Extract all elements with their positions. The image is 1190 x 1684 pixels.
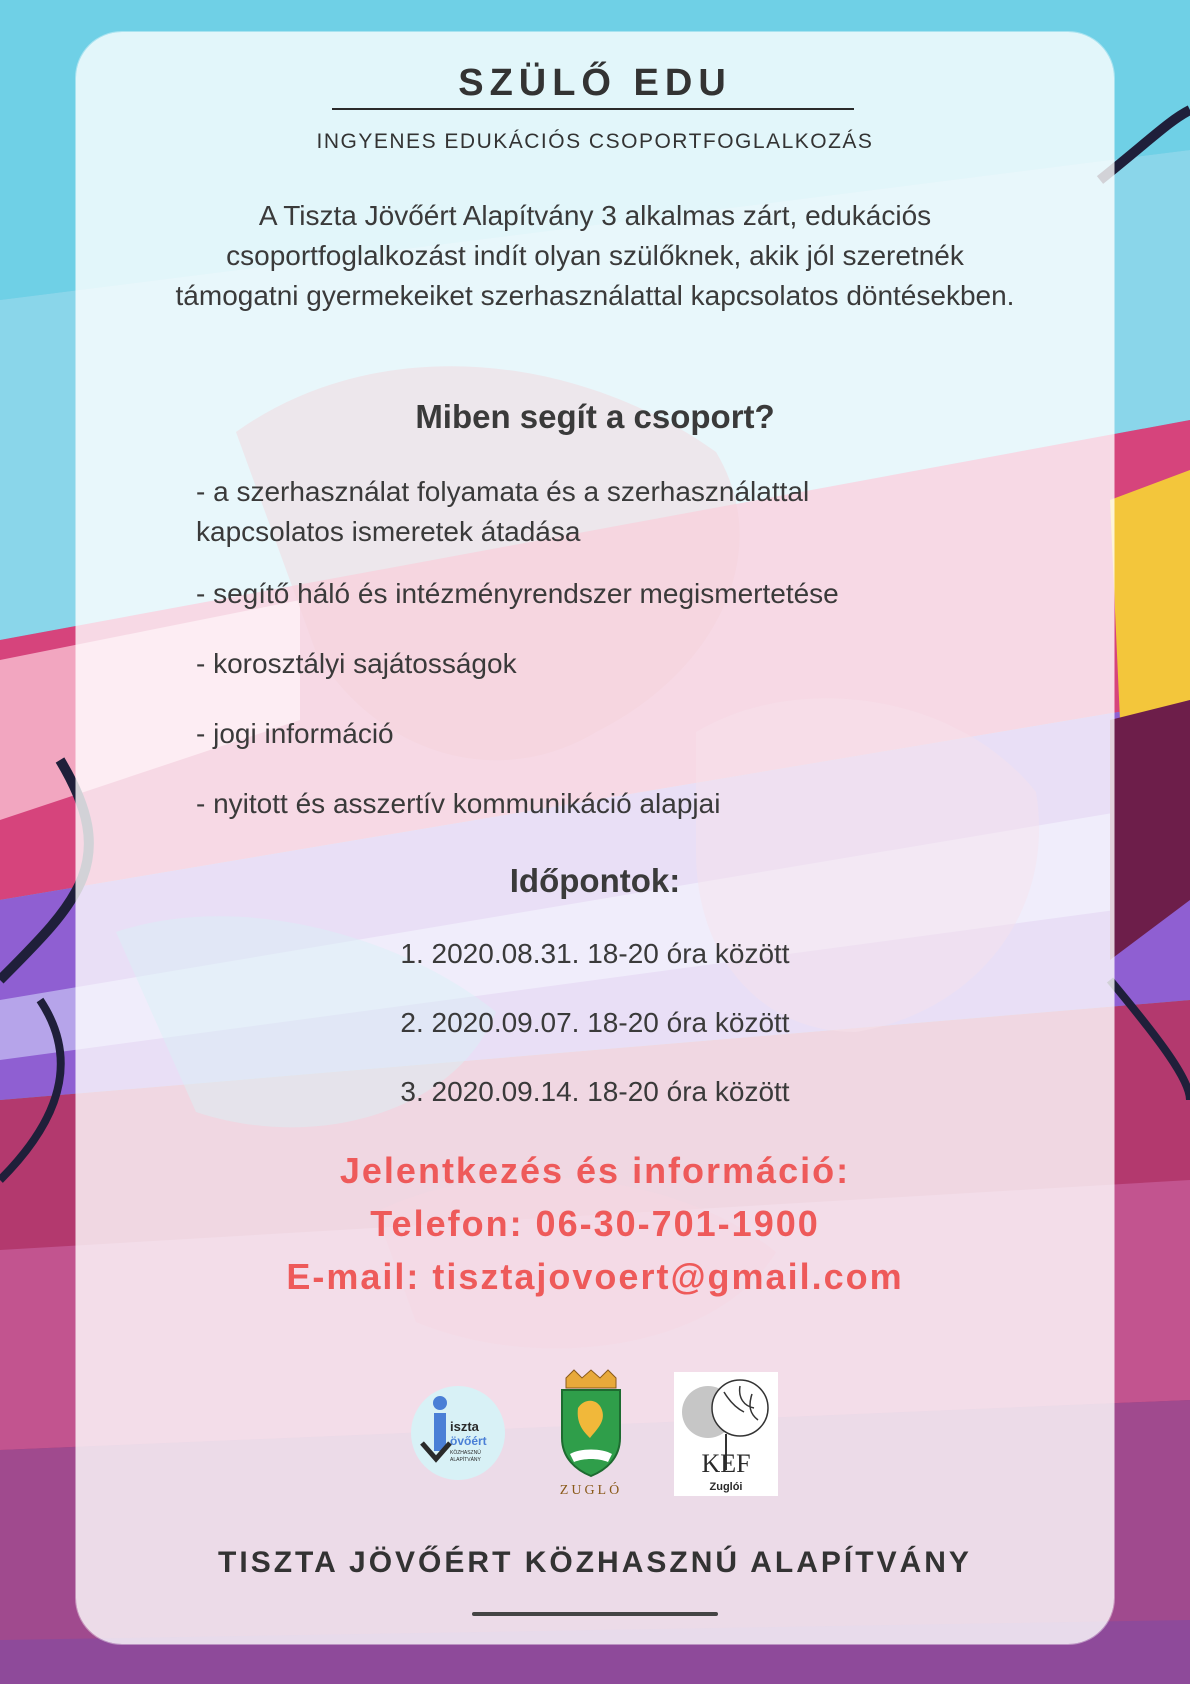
tiszta-logo-line4: ALAPÍTVÁNY (450, 1457, 481, 1463)
zuglo-coat-of-arms-logo (556, 1368, 626, 1498)
contact-heading: Jelentkezés és információ: (339, 1150, 851, 1191)
page-subtitle: INGYENES EDUKÁCIÓS CSOPORTFOGLALKOZÁS (316, 130, 874, 153)
tiszta-jovoert-logo (410, 1385, 506, 1481)
benefit-item: - nyitott és asszertív kommunikáció alapjai (196, 788, 721, 819)
footer-underline (472, 1612, 718, 1616)
tiszta-logo-line3: KÖZHASZNÚ (450, 1450, 481, 1456)
intro-paragraph: A Tiszta Jövőért Alapítvány 3 alkalmas zárt, edukációs csoportfoglalkozást indít olyan szülőknek, akik jól szeretnék támogatni gyermekeiket szerhasználattal kapcsolatos döntésekben. (175, 200, 1015, 311)
benefit-item: - a szerhasználat folyamata és a szerhasználattal kapcsolatos ismeretek átadása (196, 476, 810, 547)
schedule-date: 2. 2020.09.07. 18-20 óra között (400, 1007, 790, 1038)
footer-org-name: TISZTA JÖVŐÉRT KÖZHASZNÚ ALAPÍTVÁNY (218, 1546, 972, 1579)
kef-logo-caption: Zuglói (709, 1481, 743, 1493)
page-title: SZÜLŐ EDU (458, 62, 732, 104)
title-underline (332, 108, 854, 110)
kef-zugloi-logo (674, 1372, 778, 1496)
schedule-date: 3. 2020.09.14. 18-20 óra között (400, 1076, 790, 1107)
benefit-item: - korosztályi sajátosságok (196, 648, 517, 679)
benefit-item: - jogi információ (196, 718, 394, 749)
contact-phone[interactable]: Telefon: 06-30-701-1900 (370, 1203, 820, 1244)
zuglo-logo-caption: ZUGLÓ (559, 1483, 623, 1498)
tiszta-logo-line2: övőért (450, 1434, 487, 1448)
contact-email[interactable]: E-mail: tisztajovoert@gmail.com (286, 1256, 904, 1297)
kef-logo-mark: KEF (701, 1449, 751, 1478)
schedule-heading: Időpontok: (509, 862, 681, 899)
benefits-heading: Miben segít a csoport? (415, 398, 775, 435)
tiszta-logo-line1: iszta (450, 1419, 479, 1434)
benefit-item: - segítő háló és intézményrendszer megismertetése (196, 578, 839, 609)
schedule-date: 1. 2020.08.31. 18-20 óra között (400, 938, 790, 969)
